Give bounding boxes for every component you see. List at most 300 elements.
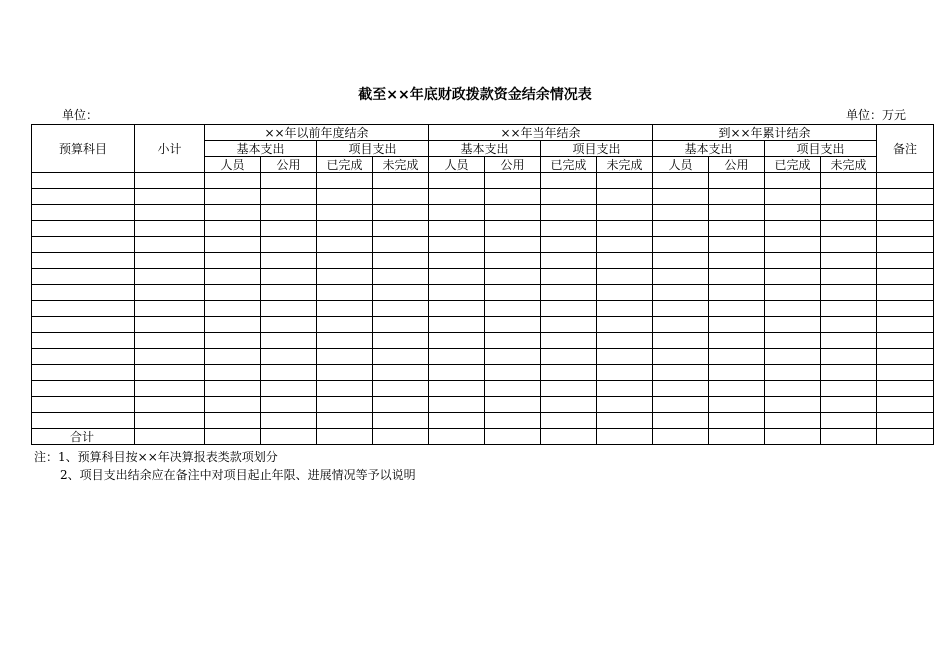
table-cell [205, 205, 261, 221]
table-cell [373, 429, 429, 445]
table-cell [317, 205, 373, 221]
table-cell [205, 253, 261, 269]
table-cell [373, 189, 429, 205]
table-row [32, 237, 934, 253]
table-cell [261, 269, 317, 285]
table-cell [429, 301, 485, 317]
table-cell [765, 429, 821, 445]
table-cell [709, 253, 765, 269]
header-personnel: 人员 [429, 157, 485, 173]
header-subject: 预算科目 [32, 125, 135, 173]
table-cell [709, 333, 765, 349]
table-cell [485, 429, 541, 445]
table-cell [765, 381, 821, 397]
table-cell [653, 253, 709, 269]
table-cell [765, 413, 821, 429]
table-cell [32, 269, 135, 285]
unit-label-right: 单位：万元 [845, 108, 906, 122]
table-cell [205, 221, 261, 237]
table-cell [653, 381, 709, 397]
table-cell [597, 381, 653, 397]
total-row [32, 429, 934, 445]
table-cell [541, 301, 597, 317]
table-cell [821, 349, 877, 365]
table-cell [485, 253, 541, 269]
table-cell [261, 365, 317, 381]
table-cell [317, 301, 373, 317]
table-cell [653, 349, 709, 365]
table-cell [32, 173, 135, 189]
table-cell [485, 333, 541, 349]
table-cell [709, 349, 765, 365]
table-cell [597, 189, 653, 205]
table-cell [821, 189, 877, 205]
table-cell [135, 173, 205, 189]
table-cell [429, 285, 485, 301]
table-cell [205, 285, 261, 301]
table-cell [261, 237, 317, 253]
header-incomplete: 未完成 [373, 157, 429, 173]
table-cell [32, 301, 135, 317]
table-cell [373, 333, 429, 349]
table-cell [709, 221, 765, 237]
table-row [32, 413, 934, 429]
table-cell [709, 301, 765, 317]
header-personnel: 人员 [653, 157, 709, 173]
table-cell [765, 189, 821, 205]
table-cell [597, 301, 653, 317]
table-cell [32, 285, 135, 301]
table-cell [821, 237, 877, 253]
table-cell [429, 253, 485, 269]
table-cell [821, 429, 877, 445]
table-cell [205, 397, 261, 413]
table-row [32, 173, 934, 189]
table-cell [485, 317, 541, 333]
table-cell [653, 365, 709, 381]
table-cell [821, 253, 877, 269]
table-cell [765, 173, 821, 189]
header-basic-expense: 基本支出 [205, 141, 317, 157]
table-cell [373, 205, 429, 221]
table-cell [541, 237, 597, 253]
table-row [32, 189, 934, 205]
table-cell [765, 237, 821, 253]
table-cell [653, 221, 709, 237]
table-cell [821, 205, 877, 221]
table-cell [32, 349, 135, 365]
table-cell [317, 285, 373, 301]
header-personnel: 人员 [205, 157, 261, 173]
table-cell [653, 237, 709, 253]
table-cell [821, 381, 877, 397]
table-cell [373, 397, 429, 413]
table-cell [261, 301, 317, 317]
table-cell [135, 381, 205, 397]
table-cell [317, 397, 373, 413]
table-cell [429, 429, 485, 445]
table-cell [317, 365, 373, 381]
header-incomplete: 未完成 [821, 157, 877, 173]
table-cell [205, 349, 261, 365]
table-cell [765, 269, 821, 285]
table-row [32, 349, 934, 365]
table-cell [877, 285, 934, 301]
table-cell [877, 333, 934, 349]
footnote-2: 2、项目支出结余应在备注中对项目起止年限、进展情况等予以说明 [60, 468, 416, 482]
table-cell [261, 173, 317, 189]
table-cell [205, 269, 261, 285]
table-cell [261, 317, 317, 333]
table-cell [32, 365, 135, 381]
table-cell [135, 365, 205, 381]
table-cell [429, 349, 485, 365]
header-public: 公用 [709, 157, 765, 173]
table-cell [373, 413, 429, 429]
table-cell [261, 285, 317, 301]
table-cell [541, 397, 597, 413]
table-cell [541, 429, 597, 445]
table-cell [765, 397, 821, 413]
table-cell [429, 413, 485, 429]
table-cell [429, 269, 485, 285]
table-cell [709, 173, 765, 189]
table-cell [32, 413, 135, 429]
table-cell [205, 237, 261, 253]
header-group-prior-years: ××年以前年度结余 [205, 125, 429, 141]
page-title: 截至××年底财政拨款资金结余情况表 [358, 87, 592, 103]
table-cell [709, 365, 765, 381]
table-cell [877, 237, 934, 253]
table-cell [877, 365, 934, 381]
table-cell [205, 301, 261, 317]
table-cell [541, 333, 597, 349]
table-cell [765, 365, 821, 381]
header-project-expense: 项目支出 [541, 141, 653, 157]
table-cell [653, 301, 709, 317]
table-cell [485, 397, 541, 413]
table-cell [135, 237, 205, 253]
header-remark: 备注 [877, 125, 934, 173]
table-cell [485, 237, 541, 253]
table-row [32, 365, 934, 381]
header-basic-expense: 基本支出 [653, 141, 765, 157]
table-cell [765, 221, 821, 237]
table-cell [373, 365, 429, 381]
table-cell [653, 269, 709, 285]
table-cell [821, 397, 877, 413]
table-cell [877, 269, 934, 285]
table-cell [877, 413, 934, 429]
table-cell [261, 253, 317, 269]
table-cell [485, 349, 541, 365]
table-cell [597, 365, 653, 381]
table-cell [317, 349, 373, 365]
table-cell [135, 189, 205, 205]
table-row [32, 397, 934, 413]
table-cell [205, 317, 261, 333]
table-cell [485, 205, 541, 221]
header-completed: 已完成 [541, 157, 597, 173]
table-cell [32, 333, 135, 349]
table-cell [485, 221, 541, 237]
table-cell [32, 205, 135, 221]
table-cell [429, 381, 485, 397]
table-cell [765, 205, 821, 221]
table-cell [709, 205, 765, 221]
table-cell [261, 397, 317, 413]
table-cell [32, 397, 135, 413]
table-cell [485, 381, 541, 397]
table-cell [541, 413, 597, 429]
table-cell [373, 301, 429, 317]
table-cell [597, 397, 653, 413]
table-cell [373, 349, 429, 365]
table-cell [597, 285, 653, 301]
table-cell [597, 253, 653, 269]
header-incomplete: 未完成 [597, 157, 653, 173]
table-cell [317, 189, 373, 205]
header-completed: 已完成 [765, 157, 821, 173]
table-cell [765, 333, 821, 349]
table-cell [765, 349, 821, 365]
table-cell [709, 429, 765, 445]
table-cell [821, 333, 877, 349]
table-cell [135, 349, 205, 365]
table-cell [205, 333, 261, 349]
table-cell [541, 317, 597, 333]
table-cell [317, 333, 373, 349]
table-cell [135, 221, 205, 237]
table-cell [541, 349, 597, 365]
table-cell [765, 253, 821, 269]
table-cell [32, 253, 135, 269]
total-label: 合计 [32, 429, 135, 445]
header-completed: 已完成 [317, 157, 373, 173]
table-cell [135, 269, 205, 285]
table-cell [821, 317, 877, 333]
table-cell [597, 269, 653, 285]
table-cell [653, 189, 709, 205]
table-cell [541, 365, 597, 381]
table-cell [429, 333, 485, 349]
table-row [32, 221, 934, 237]
table-cell [135, 301, 205, 317]
table-cell [485, 413, 541, 429]
table-cell [317, 429, 373, 445]
table-cell [597, 333, 653, 349]
table-cell [135, 205, 205, 221]
table-cell [32, 189, 135, 205]
table-cell [373, 173, 429, 189]
table-cell [429, 189, 485, 205]
table-cell [821, 301, 877, 317]
table-cell [317, 221, 373, 237]
table-cell [877, 317, 934, 333]
table-cell [373, 221, 429, 237]
table-cell [597, 429, 653, 445]
balance-table [31, 124, 934, 445]
table-cell [597, 237, 653, 253]
table-cell [261, 189, 317, 205]
unit-label-left: 单位： [62, 108, 99, 122]
table-cell [317, 413, 373, 429]
table-cell [541, 173, 597, 189]
table-cell [485, 269, 541, 285]
table-cell [317, 253, 373, 269]
table-cell [541, 285, 597, 301]
table-cell [541, 221, 597, 237]
table-cell [317, 381, 373, 397]
table-cell [709, 285, 765, 301]
table-cell [821, 173, 877, 189]
table-cell [485, 173, 541, 189]
table-cell [709, 269, 765, 285]
table-cell [261, 205, 317, 221]
table-cell [317, 237, 373, 253]
table-cell [709, 237, 765, 253]
table-cell [317, 269, 373, 285]
table-cell [317, 317, 373, 333]
table-cell [765, 285, 821, 301]
table-cell [877, 397, 934, 413]
table-cell [653, 429, 709, 445]
table-cell [135, 333, 205, 349]
table-cell [205, 173, 261, 189]
table-cell [653, 333, 709, 349]
table-row [32, 205, 934, 221]
header-public: 公用 [485, 157, 541, 173]
table-cell [373, 253, 429, 269]
table-cell [429, 205, 485, 221]
table-cell [821, 365, 877, 381]
table-cell [373, 269, 429, 285]
table-cell [877, 349, 934, 365]
table-cell [373, 237, 429, 253]
table-cell [373, 317, 429, 333]
table-cell [429, 317, 485, 333]
table-cell [653, 285, 709, 301]
table-cell [205, 381, 261, 397]
table-cell [32, 317, 135, 333]
table-row [32, 317, 934, 333]
table-cell [765, 317, 821, 333]
table-cell [373, 381, 429, 397]
header-group-current-year: ××年当年结余 [429, 125, 653, 141]
table-cell [205, 413, 261, 429]
table-row [32, 301, 934, 317]
table-cell [653, 413, 709, 429]
table-cell [709, 189, 765, 205]
header-row-1 [32, 125, 934, 141]
table-cell [32, 237, 135, 253]
table-cell [135, 429, 205, 445]
table-cell [597, 205, 653, 221]
table-cell [877, 189, 934, 205]
table-cell [135, 397, 205, 413]
table-cell [597, 173, 653, 189]
table-cell [597, 349, 653, 365]
table-cell [821, 221, 877, 237]
table-cell [653, 397, 709, 413]
table-cell [597, 317, 653, 333]
table-cell [709, 397, 765, 413]
table-cell [135, 285, 205, 301]
table-cell [32, 381, 135, 397]
table-cell [765, 301, 821, 317]
header-subtotal: 小计 [135, 125, 205, 173]
table-cell [541, 205, 597, 221]
table-cell [877, 221, 934, 237]
table-cell [485, 301, 541, 317]
header-group-cumulative: 到××年累计结余 [653, 125, 877, 141]
table-cell [135, 317, 205, 333]
table-cell [135, 253, 205, 269]
footnote-1: 注：1、预算科目按××年决算报表类款项划分 [34, 450, 278, 464]
header-project-expense: 项目支出 [317, 141, 429, 157]
table-cell [485, 365, 541, 381]
table-cell [597, 413, 653, 429]
table-cell [541, 189, 597, 205]
table-cell [261, 333, 317, 349]
table-cell [597, 221, 653, 237]
table-cell [541, 253, 597, 269]
table-cell [653, 205, 709, 221]
header-project-expense: 项目支出 [765, 141, 877, 157]
header-public: 公用 [261, 157, 317, 173]
table-cell [485, 189, 541, 205]
table-cell [709, 317, 765, 333]
table-cell [205, 365, 261, 381]
table-cell [429, 237, 485, 253]
table-cell [429, 173, 485, 189]
table-cell [709, 381, 765, 397]
table-cell [541, 269, 597, 285]
table-cell [821, 413, 877, 429]
table-cell [205, 429, 261, 445]
table-row [32, 381, 934, 397]
table-cell [373, 285, 429, 301]
table-cell [877, 301, 934, 317]
table-cell [205, 189, 261, 205]
table-row [32, 253, 934, 269]
table-cell [429, 365, 485, 381]
table-cell [541, 381, 597, 397]
table-cell [261, 221, 317, 237]
table-cell [485, 285, 541, 301]
table-cell [709, 413, 765, 429]
table-cell [317, 173, 373, 189]
table-cell [261, 413, 317, 429]
table-cell [32, 221, 135, 237]
table-row [32, 285, 934, 301]
table-cell [261, 429, 317, 445]
table-cell [821, 269, 877, 285]
table-cell [877, 429, 934, 445]
table-cell [261, 381, 317, 397]
table-cell [653, 317, 709, 333]
table-cell [429, 221, 485, 237]
table-row [32, 269, 934, 285]
header-basic-expense: 基本支出 [429, 141, 541, 157]
table-cell [877, 173, 934, 189]
table-cell [429, 397, 485, 413]
table-cell [135, 413, 205, 429]
table-cell [877, 381, 934, 397]
table-cell [877, 253, 934, 269]
footnotes [34, 448, 416, 484]
table-cell [261, 349, 317, 365]
